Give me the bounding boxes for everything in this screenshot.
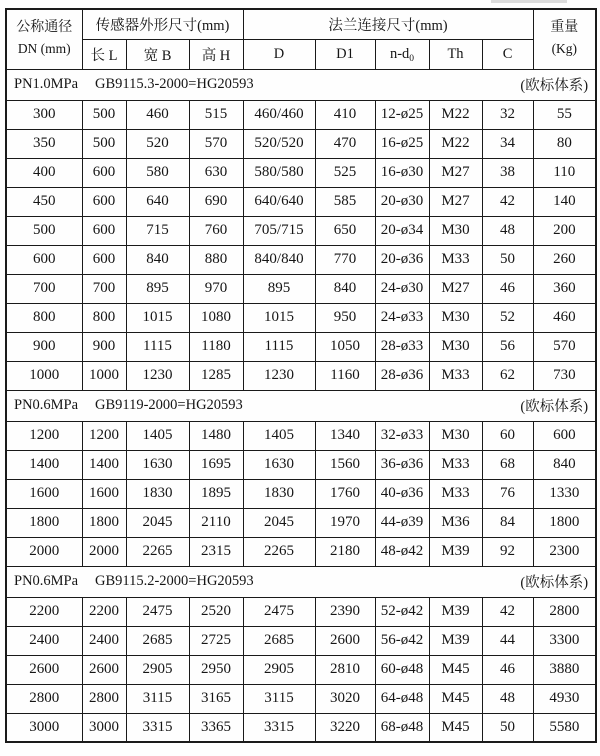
cell-weight: 460 <box>533 303 596 332</box>
section-header-row <box>6 69 596 100</box>
cell-height-h: 630 <box>189 158 243 187</box>
cell-length-l: 2400 <box>82 626 126 655</box>
cell-width-b: 715 <box>126 216 189 245</box>
header-sensor-group: 传感器外形尺寸(mm) <box>82 9 243 39</box>
cell-width-b: 840 <box>126 245 189 274</box>
cell-dn: 400 <box>6 158 82 187</box>
cell-width-b: 2685 <box>126 626 189 655</box>
cell-d1: 840 <box>315 274 375 303</box>
cell-d1: 585 <box>315 187 375 216</box>
cell-n-d0: 16-ø25 <box>375 129 429 158</box>
cell-n-d0: 24-ø33 <box>375 303 429 332</box>
cell-length-l: 900 <box>82 332 126 361</box>
table-row <box>6 100 596 129</box>
cell-height-h: 2315 <box>189 537 243 566</box>
cell-weight: 2800 <box>533 597 596 626</box>
cell-n-d0: 12-ø25 <box>375 100 429 129</box>
cell-d1: 1760 <box>315 479 375 508</box>
table-row <box>6 245 596 274</box>
cell-dn: 1800 <box>6 508 82 537</box>
cell-d1: 2810 <box>315 655 375 684</box>
header-th: Th <box>429 39 482 69</box>
cell-d: 1630 <box>243 450 315 479</box>
header-length-l: 长 L <box>82 39 126 69</box>
cell-th: M45 <box>429 713 482 742</box>
cell-d: 2685 <box>243 626 315 655</box>
cell-n-d0: 56-ø42 <box>375 626 429 655</box>
cell-c: 46 <box>482 655 533 684</box>
cell-n-d0: 20-ø30 <box>375 187 429 216</box>
cell-dn: 600 <box>6 245 82 274</box>
cell-dn: 2400 <box>6 626 82 655</box>
cell-d1: 1340 <box>315 421 375 450</box>
section-header-row <box>6 390 596 421</box>
cell-length-l: 2200 <box>82 597 126 626</box>
cell-d: 2045 <box>243 508 315 537</box>
cell-n-d0: 32-ø33 <box>375 421 429 450</box>
cell-dn: 300 <box>6 100 82 129</box>
cell-dn: 1000 <box>6 361 82 390</box>
header-row-subcolumns <box>6 39 596 69</box>
cell-width-b: 3115 <box>126 684 189 713</box>
cell-d1: 770 <box>315 245 375 274</box>
cell-weight: 260 <box>533 245 596 274</box>
cell-weight: 2300 <box>533 537 596 566</box>
cell-d: 520/520 <box>243 129 315 158</box>
cell-th: M45 <box>429 655 482 684</box>
header-width-b: 宽 B <box>126 39 189 69</box>
cell-length-l: 2600 <box>82 655 126 684</box>
cell-d1: 2180 <box>315 537 375 566</box>
cell-length-l: 600 <box>82 216 126 245</box>
section-system-note: (欧标体系) <box>520 399 589 415</box>
cell-th: M30 <box>429 216 482 245</box>
cell-n-d0: 28-ø33 <box>375 332 429 361</box>
section-standard-code: GB9115.3-2000=HG20593 <box>95 76 254 92</box>
cell-length-l: 1600 <box>82 479 126 508</box>
table-row <box>6 216 596 245</box>
header-d: D <box>243 39 315 69</box>
cell-length-l: 1000 <box>82 361 126 390</box>
cell-weight: 110 <box>533 158 596 187</box>
cell-width-b: 1630 <box>126 450 189 479</box>
cell-d1: 1970 <box>315 508 375 537</box>
cell-dn: 500 <box>6 216 82 245</box>
cell-n-d0: 44-ø39 <box>375 508 429 537</box>
cell-length-l: 700 <box>82 274 126 303</box>
cell-d1: 3220 <box>315 713 375 742</box>
cell-length-l: 1800 <box>82 508 126 537</box>
cell-height-h: 970 <box>189 274 243 303</box>
cell-c: 34 <box>482 129 533 158</box>
cell-width-b: 2265 <box>126 537 189 566</box>
cell-th: M30 <box>429 303 482 332</box>
cell-d1: 2600 <box>315 626 375 655</box>
cell-weight: 3880 <box>533 655 596 684</box>
cell-th: M39 <box>429 597 482 626</box>
cell-weight: 140 <box>533 187 596 216</box>
section-system-note: (欧标体系) <box>520 78 589 94</box>
table-row <box>6 508 596 537</box>
cell-height-h: 760 <box>189 216 243 245</box>
cell-length-l: 2800 <box>82 684 126 713</box>
table-row <box>6 274 596 303</box>
header-n-d0-sub: 0 <box>409 53 415 64</box>
cell-d: 2475 <box>243 597 315 626</box>
table-row <box>6 303 596 332</box>
scan-edge-artifact <box>491 0 567 3</box>
cell-c: 50 <box>482 713 533 742</box>
cell-weight: 5580 <box>533 713 596 742</box>
cell-d1: 1560 <box>315 450 375 479</box>
cell-dn: 2200 <box>6 597 82 626</box>
cell-height-h: 2520 <box>189 597 243 626</box>
cell-d1: 1050 <box>315 332 375 361</box>
cell-d1: 410 <box>315 100 375 129</box>
cell-dn: 1200 <box>6 421 82 450</box>
cell-width-b: 1015 <box>126 303 189 332</box>
cell-c: 44 <box>482 626 533 655</box>
section-standard-code: GB9115.2-2000=HG20593 <box>95 573 254 589</box>
table-row <box>6 187 596 216</box>
cell-n-d0: 68-ø48 <box>375 713 429 742</box>
cell-d1: 2390 <box>315 597 375 626</box>
cell-th: M39 <box>429 626 482 655</box>
cell-width-b: 2045 <box>126 508 189 537</box>
cell-d: 1115 <box>243 332 315 361</box>
cell-d: 1015 <box>243 303 315 332</box>
cell-n-d0: 16-ø30 <box>375 158 429 187</box>
cell-length-l: 800 <box>82 303 126 332</box>
cell-weight: 570 <box>533 332 596 361</box>
cell-th: M27 <box>429 274 482 303</box>
cell-d: 840/840 <box>243 245 315 274</box>
table-row <box>6 158 596 187</box>
table-header <box>6 9 596 69</box>
cell-n-d0: 40-ø36 <box>375 479 429 508</box>
section-header-cell <box>6 566 596 597</box>
cell-c: 84 <box>482 508 533 537</box>
cell-th: M27 <box>429 187 482 216</box>
cell-c: 52 <box>482 303 533 332</box>
cell-d: 640/640 <box>243 187 315 216</box>
cell-length-l: 1200 <box>82 421 126 450</box>
header-dn-line1: 公称通径 <box>16 20 73 36</box>
header-flange-group: 法兰连接尺寸(mm) <box>243 9 533 39</box>
cell-weight: 360 <box>533 274 596 303</box>
header-dn-column <box>6 9 82 69</box>
table-row <box>6 597 596 626</box>
cell-dn: 2000 <box>6 537 82 566</box>
section-header-cell <box>6 69 596 100</box>
cell-width-b: 3315 <box>126 713 189 742</box>
cell-length-l: 1400 <box>82 450 126 479</box>
cell-weight: 730 <box>533 361 596 390</box>
cell-length-l: 3000 <box>82 713 126 742</box>
cell-d: 2905 <box>243 655 315 684</box>
cell-width-b: 1830 <box>126 479 189 508</box>
cell-th: M30 <box>429 421 482 450</box>
cell-dn: 800 <box>6 303 82 332</box>
cell-weight: 4930 <box>533 684 596 713</box>
cell-height-h: 515 <box>189 100 243 129</box>
cell-height-h: 1480 <box>189 421 243 450</box>
cell-d1: 3020 <box>315 684 375 713</box>
table-row <box>6 421 596 450</box>
cell-width-b: 1230 <box>126 361 189 390</box>
cell-height-h: 690 <box>189 187 243 216</box>
cell-length-l: 500 <box>82 100 126 129</box>
cell-th: M22 <box>429 100 482 129</box>
header-weight-column <box>533 9 596 69</box>
cell-width-b: 460 <box>126 100 189 129</box>
cell-d1: 650 <box>315 216 375 245</box>
cell-d1: 525 <box>315 158 375 187</box>
table-row <box>6 713 596 742</box>
cell-c: 46 <box>482 274 533 303</box>
cell-width-b: 520 <box>126 129 189 158</box>
cell-length-l: 600 <box>82 187 126 216</box>
table-row <box>6 361 596 390</box>
header-dn-line2: DN (mm) <box>17 40 71 56</box>
cell-height-h: 3365 <box>189 713 243 742</box>
section-standard-code: GB9119-2000=HG20593 <box>95 397 243 413</box>
cell-length-l: 2000 <box>82 537 126 566</box>
cell-d1: 950 <box>315 303 375 332</box>
cell-n-d0: 24-ø30 <box>375 274 429 303</box>
cell-d: 3115 <box>243 684 315 713</box>
cell-height-h: 1285 <box>189 361 243 390</box>
cell-d: 460/460 <box>243 100 315 129</box>
section-pressure-rating: PN0.6MPa <box>14 397 79 413</box>
cell-dn: 1600 <box>6 479 82 508</box>
cell-d: 895 <box>243 274 315 303</box>
cell-length-l: 600 <box>82 245 126 274</box>
cell-c: 92 <box>482 537 533 566</box>
cell-length-l: 600 <box>82 158 126 187</box>
cell-height-h: 570 <box>189 129 243 158</box>
cell-n-d0: 20-ø36 <box>375 245 429 274</box>
cell-c: 48 <box>482 216 533 245</box>
section-system-note: (欧标体系) <box>520 575 589 591</box>
table-body <box>6 69 596 742</box>
cell-th: M33 <box>429 450 482 479</box>
cell-dn: 3000 <box>6 713 82 742</box>
header-weight-line2: (Kg) <box>551 40 578 56</box>
cell-n-d0: 20-ø34 <box>375 216 429 245</box>
cell-th: M36 <box>429 508 482 537</box>
cell-width-b: 1115 <box>126 332 189 361</box>
table-row <box>6 655 596 684</box>
cell-height-h: 1895 <box>189 479 243 508</box>
cell-c: 62 <box>482 361 533 390</box>
cell-dn: 450 <box>6 187 82 216</box>
cell-height-h: 880 <box>189 245 243 274</box>
cell-c: 50 <box>482 245 533 274</box>
section-pressure-rating: PN0.6MPa <box>14 573 79 589</box>
cell-d: 1230 <box>243 361 315 390</box>
cell-n-d0: 36-ø36 <box>375 450 429 479</box>
cell-dn: 1400 <box>6 450 82 479</box>
cell-th: M39 <box>429 537 482 566</box>
cell-c: 42 <box>482 597 533 626</box>
cell-c: 56 <box>482 332 533 361</box>
cell-dn: 2800 <box>6 684 82 713</box>
cell-n-d0: 48-ø42 <box>375 537 429 566</box>
cell-height-h: 2950 <box>189 655 243 684</box>
cell-th: M33 <box>429 245 482 274</box>
cell-width-b: 2475 <box>126 597 189 626</box>
cell-dn: 2600 <box>6 655 82 684</box>
cell-height-h: 1695 <box>189 450 243 479</box>
cell-height-h: 2110 <box>189 508 243 537</box>
table-row <box>6 537 596 566</box>
cell-n-d0: 60-ø48 <box>375 655 429 684</box>
cell-height-h: 1180 <box>189 332 243 361</box>
table-row <box>6 450 596 479</box>
cell-n-d0: 64-ø48 <box>375 684 429 713</box>
header-row-group <box>6 9 596 39</box>
cell-c: 38 <box>482 158 533 187</box>
cell-c: 42 <box>482 187 533 216</box>
dimension-spec-table <box>5 8 597 743</box>
cell-width-b: 895 <box>126 274 189 303</box>
table-row <box>6 332 596 361</box>
cell-d: 3315 <box>243 713 315 742</box>
cell-n-d0: 28-ø36 <box>375 361 429 390</box>
cell-width-b: 640 <box>126 187 189 216</box>
cell-c: 48 <box>482 684 533 713</box>
cell-height-h: 3165 <box>189 684 243 713</box>
section-header-row <box>6 566 596 597</box>
cell-c: 76 <box>482 479 533 508</box>
header-c: C <box>482 39 533 69</box>
cell-length-l: 500 <box>82 129 126 158</box>
cell-th: M33 <box>429 361 482 390</box>
cell-weight: 55 <box>533 100 596 129</box>
cell-dn: 350 <box>6 129 82 158</box>
header-height-h: 高 H <box>189 39 243 69</box>
cell-th: M33 <box>429 479 482 508</box>
cell-weight: 600 <box>533 421 596 450</box>
cell-d1: 470 <box>315 129 375 158</box>
section-pressure-rating: PN1.0MPa <box>14 76 79 92</box>
cell-th: M27 <box>429 158 482 187</box>
cell-th: M22 <box>429 129 482 158</box>
cell-weight: 1330 <box>533 479 596 508</box>
header-n-d0-base: n-d <box>389 45 410 62</box>
header-n-d0 <box>375 39 429 69</box>
cell-dn: 900 <box>6 332 82 361</box>
cell-d: 580/580 <box>243 158 315 187</box>
cell-weight: 80 <box>533 129 596 158</box>
cell-c: 32 <box>482 100 533 129</box>
cell-d1: 1160 <box>315 361 375 390</box>
cell-c: 68 <box>482 450 533 479</box>
header-d1: D1 <box>315 39 375 69</box>
cell-d: 2265 <box>243 537 315 566</box>
table-row <box>6 626 596 655</box>
cell-c: 60 <box>482 421 533 450</box>
header-weight-line1: 重量 <box>550 20 579 36</box>
cell-weight: 840 <box>533 450 596 479</box>
cell-dn: 700 <box>6 274 82 303</box>
cell-weight: 200 <box>533 216 596 245</box>
cell-d: 1830 <box>243 479 315 508</box>
cell-weight: 1800 <box>533 508 596 537</box>
cell-weight: 3300 <box>533 626 596 655</box>
table-row <box>6 684 596 713</box>
cell-width-b: 2905 <box>126 655 189 684</box>
cell-height-h: 2725 <box>189 626 243 655</box>
cell-d: 1405 <box>243 421 315 450</box>
cell-height-h: 1080 <box>189 303 243 332</box>
section-header-cell <box>6 390 596 421</box>
cell-th: M30 <box>429 332 482 361</box>
cell-width-b: 580 <box>126 158 189 187</box>
table-row <box>6 129 596 158</box>
cell-n-d0: 52-ø42 <box>375 597 429 626</box>
cell-width-b: 1405 <box>126 421 189 450</box>
table-row <box>6 479 596 508</box>
cell-d: 705/715 <box>243 216 315 245</box>
cell-th: M45 <box>429 684 482 713</box>
